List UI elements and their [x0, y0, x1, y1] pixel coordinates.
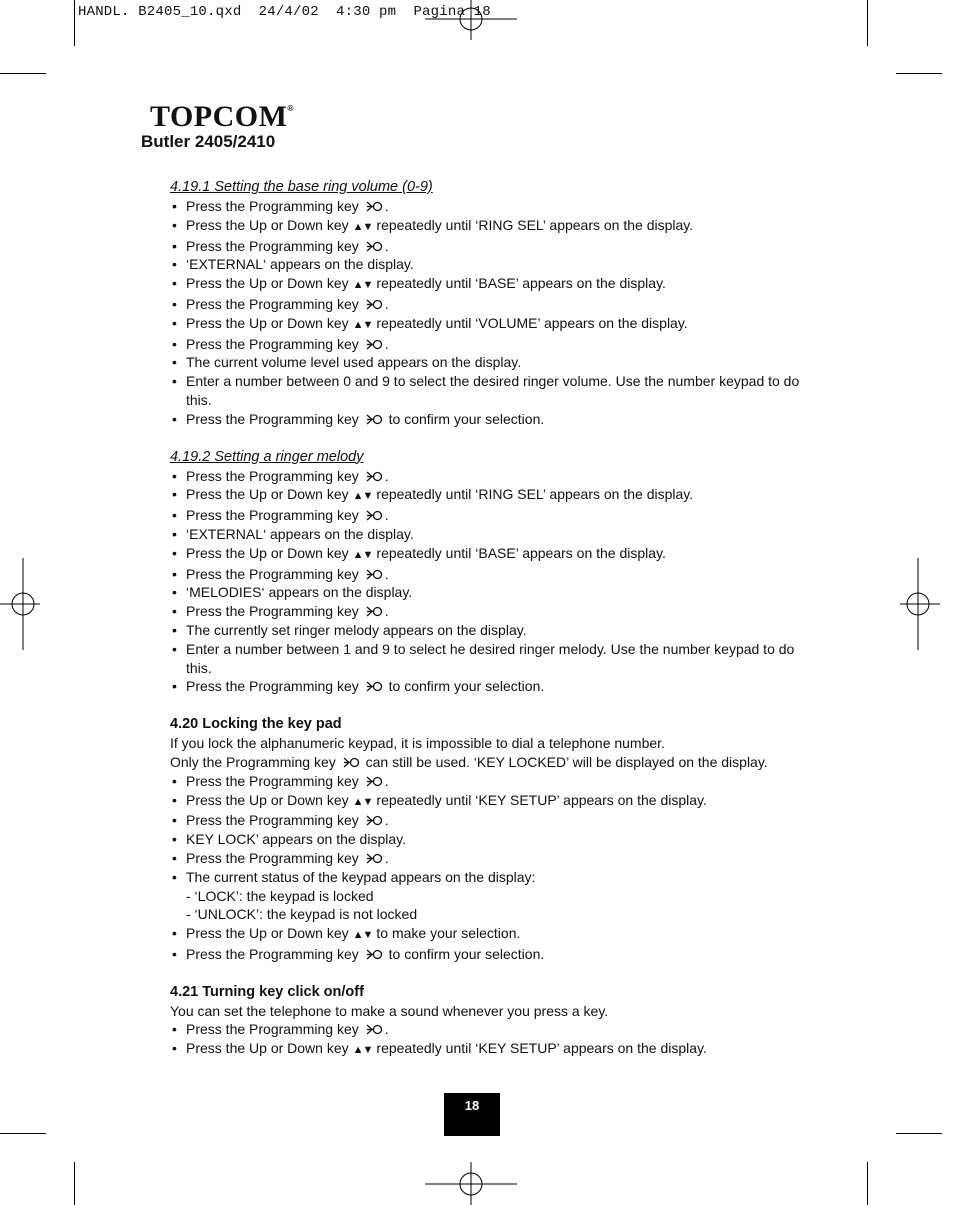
- up-down-key-icon: ▲▼: [352, 318, 373, 331]
- up-down-key-icon: ▲▼: [352, 548, 373, 561]
- list-item: • Press the Programming key to confirm your selection.: [170, 945, 810, 964]
- crop-mark: [74, 0, 75, 46]
- list-item: • Press the Programming key to confirm your selection.: [170, 677, 810, 696]
- crop-mark: [867, 0, 868, 46]
- programming-key-icon: [365, 338, 383, 351]
- programming-key-icon: [365, 814, 383, 827]
- programming-key-icon: [365, 200, 383, 213]
- section-title-locking-keypad: 4.20 Locking the key pad: [170, 716, 342, 733]
- list-item: • Press the Programming key .: [170, 849, 810, 868]
- steps-locking-keypad: [170, 772, 810, 887]
- crop-mark: [867, 1162, 868, 1205]
- list-item: • Press the Up or Down key ▲▼ repeatedly until ‘BASE’ appears on the display.: [170, 274, 810, 295]
- model-name: Butler 2405/2410: [141, 132, 276, 151]
- section-title-base-ring-volume: 4.19.1 Setting the base ring volume (0-9): [170, 179, 433, 195]
- programming-key-icon: [365, 1023, 383, 1036]
- list-item: • Press the Programming key .: [170, 602, 810, 621]
- up-down-key-icon: ▲▼: [352, 929, 373, 942]
- steps-key-click: [170, 1020, 810, 1060]
- list-item: • Press the Programming key .: [170, 237, 810, 256]
- list-item: • KEY LOCK’ appears on the display.: [170, 830, 810, 849]
- page-number: 18: [444, 1093, 500, 1136]
- list-item: • Press the Programming key .: [170, 506, 810, 525]
- list-item: • The current status of the keypad appears on the display:: [170, 868, 810, 887]
- crop-mark: [0, 1133, 46, 1134]
- programming-key-icon: [365, 509, 383, 522]
- programming-key-icon: [342, 756, 360, 769]
- programming-key-icon: [365, 605, 383, 618]
- list-item: • Press the Programming key .: [170, 295, 810, 314]
- list-item: • Press the Up or Down key ▲▼ repeatedly until ‘KEY SETUP’ appears on the display.: [170, 791, 810, 812]
- list-item: • Press the Programming key to confirm your selection.: [170, 410, 810, 429]
- programming-key-icon: [365, 852, 383, 865]
- programming-key-icon: [365, 470, 383, 483]
- list-item: • Enter a number between 1 and 9 to select he desired ringer melody. Use the number keypad to do this.: [170, 640, 810, 678]
- programming-key-icon: [365, 775, 383, 788]
- list-item: • The currently set ringer melody appears on the display.: [170, 621, 810, 640]
- status-option-lock: - ‘LOCK’: the keypad is locked: [186, 887, 374, 904]
- list-item: • ‘MELODIES‘ appears on the display.: [170, 583, 810, 602]
- crop-mark: [896, 73, 942, 74]
- up-down-key-icon: ▲▼: [352, 490, 373, 503]
- list-item: • Press the Up or Down key ▲▼ repeatedly until ‘BASE’ appears on the display.: [170, 544, 810, 565]
- list-item: • Press the Programming key .: [170, 1020, 810, 1039]
- up-down-key-icon: ▲▼: [352, 795, 373, 808]
- list-item: • ‘EXTERNAL‘ appears on the display.: [170, 255, 810, 274]
- programming-key-icon: [365, 240, 383, 253]
- section-title-ringer-melody: 4.19.2 Setting a ringer melody: [170, 448, 364, 465]
- up-down-key-icon: ▲▼: [352, 279, 373, 292]
- registration-mark-bottom: [425, 1162, 517, 1205]
- file-slug: HANDL. B2405_10.qxd 24/4/02 4:30 pm Pagina 18: [78, 4, 491, 20]
- paragraph: Only the Programming key can still be used. ‘KEY LOCKED’ will be displayed on the display.: [170, 753, 768, 770]
- programming-key-icon: [365, 680, 383, 693]
- list-item: • Press the Programming key .: [170, 772, 810, 791]
- topcom-logo: TOPCOM®: [150, 100, 294, 133]
- list-item: • Press the Up or Down key ▲▼ repeatedly until ‘RING SEL’ appears on the display.: [170, 216, 810, 237]
- list-item: • Press the Programming key .: [170, 811, 810, 830]
- list-item: • Press the Up or Down key ▲▼ repeatedly until ‘KEY SETUP’ appears on the display.: [170, 1039, 810, 1060]
- programming-key-icon: [365, 568, 383, 581]
- programming-key-icon: [365, 948, 383, 961]
- paragraph: You can set the telephone to make a sound whenever you press a key.: [170, 1002, 609, 1019]
- crop-mark: [896, 1133, 942, 1134]
- steps-ringer-melody: [170, 467, 810, 697]
- programming-key-icon: [365, 298, 383, 311]
- list-item: • Enter a number between 0 and 9 to select the desired ringer volume. Use the number keypad to do this.: [170, 372, 810, 410]
- crop-mark: [0, 73, 46, 74]
- up-down-key-icon: ▲▼: [352, 220, 373, 233]
- section-title-key-click: 4.21 Turning key click on/off: [170, 983, 364, 1000]
- programming-key-icon: [365, 413, 383, 426]
- registration-mark-left: [0, 558, 40, 650]
- list-item: • Press the Programming key .: [170, 197, 810, 216]
- list-item: • The current volume level used appears on the display.: [170, 353, 810, 372]
- list-item: • Press the Programming key .: [170, 467, 810, 486]
- paragraph: If you lock the alphanumeric keypad, it is impossible to dial a telephone number.: [170, 735, 665, 752]
- list-item: • Press the Up or Down key ▲▼ to make your selection.: [170, 924, 810, 945]
- steps-base-ring-volume: [170, 197, 810, 429]
- manual-content: [170, 177, 810, 1060]
- registration-mark-right: [900, 558, 940, 650]
- up-down-key-icon: ▲▼: [352, 1044, 373, 1057]
- list-item: • Press the Up or Down key ▲▼ repeatedly until ‘RING SEL’ appears on the display.: [170, 485, 810, 506]
- steps-locking-keypad-cont: [170, 924, 810, 964]
- list-item: • ‘EXTERNAL‘ appears on the display.: [170, 525, 810, 544]
- crop-mark: [74, 1162, 75, 1205]
- list-item: • Press the Programming key .: [170, 565, 810, 584]
- list-item: • Press the Programming key .: [170, 335, 810, 354]
- status-option-unlock: - ‘UNLOCK’: the keypad is not locked: [186, 906, 418, 923]
- registration-mark-top: [425, 0, 517, 40]
- list-item: • Press the Up or Down key ▲▼ repeatedly until ‘VOLUME’ appears on the display.: [170, 314, 810, 335]
